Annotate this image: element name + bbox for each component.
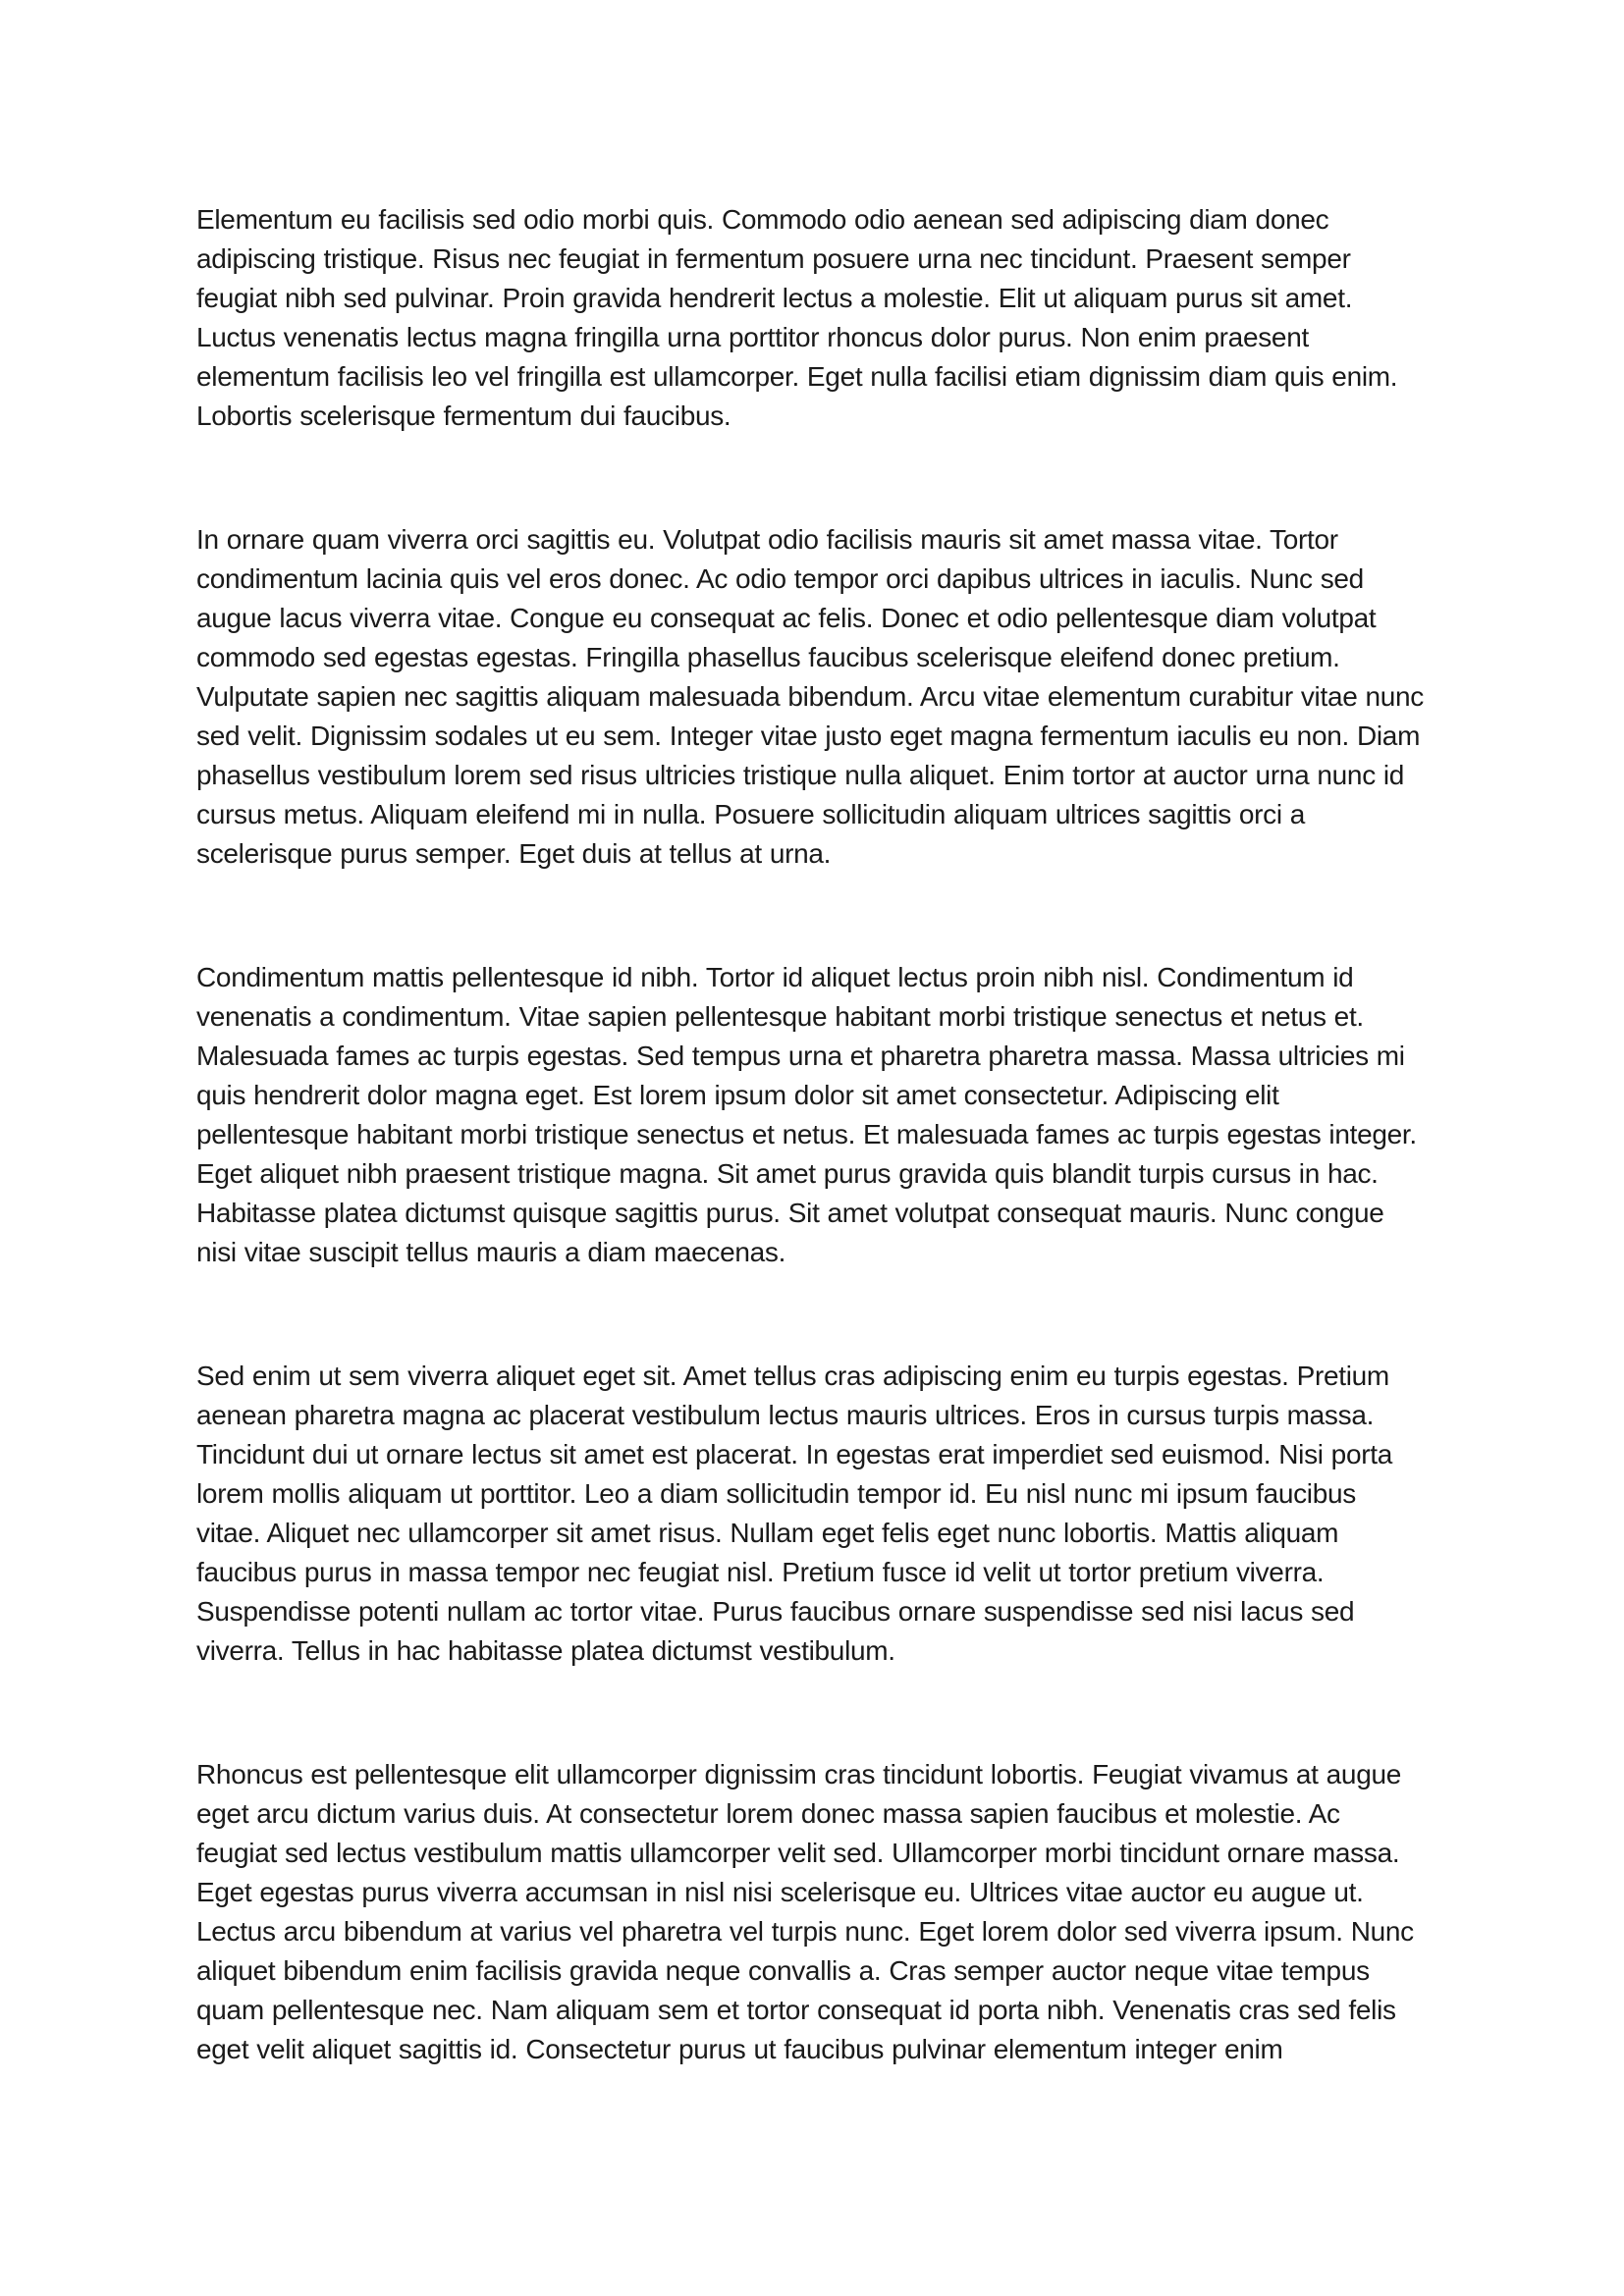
- paragraph-2: In ornare quam viverra orci sagittis eu. Volutpat odio facilisis mauris sit amet massa vitae. Tortor condimentum lacinia quis vel eros donec. Ac odio tempor orci dapibus ultrices in iaculis. Nunc sed augue lacus viverra vitae. Congue eu consequat ac felis. Donec et odio pellentesque diam volutpat commodo sed egestas egestas. Fringilla phasellus faucibus scelerisque eleifend donec pretium. Vulputate sapien nec sagittis aliquam malesuada bibendum. Arcu vitae elementum curabitur vitae nunc sed velit. Dignissim sodales ut eu sem. Integer vitae justo eget magna fermentum iaculis eu non. Diam phasellus vestibulum lorem sed risus ultricies tristique nulla aliquet. Enim tortor at auctor urna nunc id cursus metus. Aliquam eleifend mi in nulla. Posuere sollicitudin aliquam ultrices sagittis orci a scelerisque purus semper. Eget duis at tellus at urna.: [196, 524, 1425, 869]
- paragraph-5: Rhoncus est pellentesque elit ullamcorper dignissim cras tincidunt lobortis. Feugiat vivamus at augue eget arcu dictum varius duis. At consectetur lorem donec massa sapien faucibus et molestie. Ac feugiat sed lectus vestibulum mattis ullamcorper velit sed. Ullamcorper morbi tincidunt ornare massa. Eget egestas purus viverra accumsan in nisl nisi scelerisque eu. Ultrices vitae auctor eu augue ut. Lectus arcu bibendum at varius vel pharetra vel turpis nunc. Eget lorem dolor sed viverra ipsum. Nunc aliquet bibendum enim facilisis gravida neque convallis a. Cras semper auctor neque vitae tempus quam pellentesque nec. Nam aliquam sem et tortor consequat id porta nibh. Venenatis cras sed felis eget velit aliquet sagittis id. Consectetur purus ut faucibus pulvinar elementum integer enim: [196, 1759, 1414, 2064]
- paragraph-1: Elementum eu facilisis sed odio morbi quis. Commodo odio aenean sed adipiscing diam donec adipiscing tristique. Risus nec feugiat in fermentum posuere urna nec tincidunt. Praesent semper feugiat nibh sed pulvinar. Proin gravida hendrerit lectus a molestie. Elit ut aliquam purus sit amet. Luctus venenatis lectus magna fringilla urna porttitor rhoncus dolor purus. Non enim praesent elementum facilisis leo vel fringilla est ullamcorper. Eget nulla facilisi etiam dignissim diam quis enim. Lobortis scelerisque fermentum dui faucibus.: [196, 204, 1398, 431]
- document-text-block: [196, 200, 1428, 2069]
- paragraph-4: Sed enim ut sem viverra aliquet eget sit. Amet tellus cras adipiscing enim eu turpis egestas. Pretium aenean pharetra magna ac placerat vestibulum lectus mauris ultrices. Eros in cursus turpis massa. Tincidunt dui ut ornare lectus sit amet est placerat. In egestas erat imperdiet sed euismod. Nisi porta lorem mollis aliquam ut porttitor. Leo a diam sollicitudin tempor id. Eu nisl nunc mi ipsum faucibus vitae. Aliquet nec ullamcorper sit amet risus. Nullam eget felis eget nunc lobortis. Mattis aliquam faucibus purus in massa tempor nec feugiat nisl. Pretium fusce id velit ut tortor pretium viverra. Suspendisse potenti nullam ac tortor vitae. Purus faucibus ornare suspendisse sed nisi lacus sed viverra. Tellus in hac habitasse platea dictumst vestibulum.: [196, 1361, 1393, 1666]
- paragraph-3: Condimentum mattis pellentesque id nibh. Tortor id aliquet lectus proin nibh nisl. Condimentum id venenatis a condimentum. Vitae sapien pellentesque habitant morbi tristique senectus et netus et. Malesuada fames ac turpis egestas. Sed tempus urna et pharetra pharetra massa. Massa ultricies mi quis hendrerit dolor magna eget. Est lorem ipsum dolor sit amet consectetur. Adipiscing elit pellentesque habitant morbi tristique senectus et netus. Et malesuada fames ac turpis egestas integer. Eget aliquet nibh praesent tristique magna. Sit amet purus gravida quis blandit turpis cursus in hac. Habitasse platea dictumst quisque sagittis purus. Sit amet volutpat consequat mauris. Nunc congue nisi vitae suscipit tellus mauris a diam maecenas.: [196, 962, 1417, 1267]
